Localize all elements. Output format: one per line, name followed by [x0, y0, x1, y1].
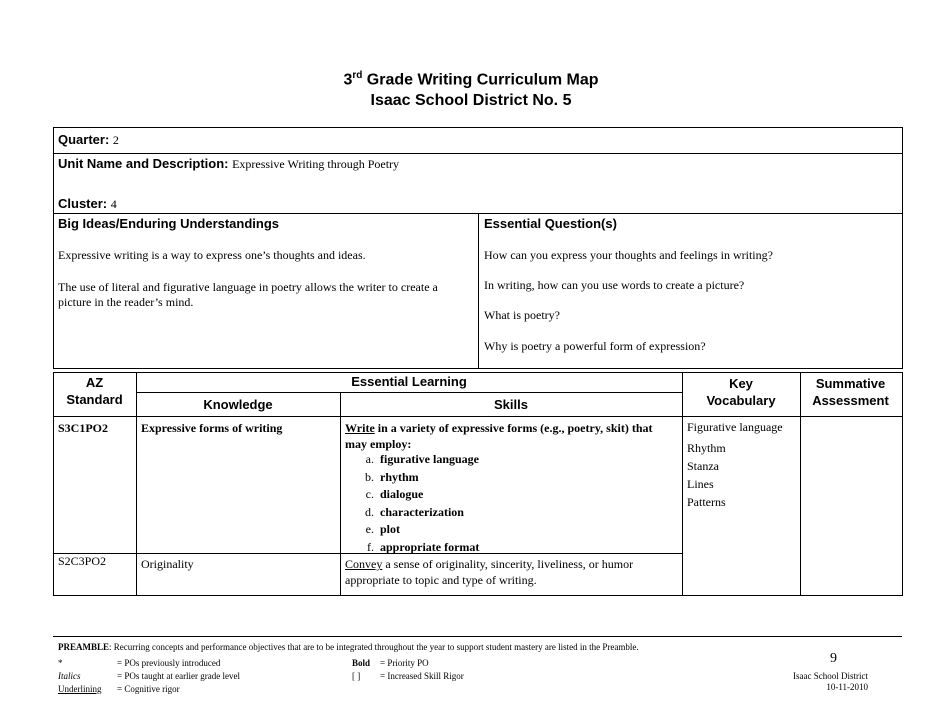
essential-learning-header: Essential Learning [351, 374, 467, 389]
legend-key: Italics [58, 671, 81, 681]
cluster-row: Cluster: 4 [58, 196, 117, 211]
legend-key: Bold [352, 658, 371, 668]
vocabulary-list [687, 420, 797, 511]
vocabulary-item: Stanza [687, 459, 719, 473]
list-item: f. appropriate format [367, 539, 480, 554]
essential-question-item: What is poetry? [484, 308, 560, 322]
legend-key: Underlining [58, 684, 102, 694]
standard-cell: S2C3PO2 [58, 554, 107, 568]
legend-desc: = Priority PO [380, 658, 429, 668]
vocabulary-item: Figurative language [687, 420, 783, 434]
preamble-note: PREAMBLE: Recurring concepts and performance objectives that are to be integrated throughout the year to support student mastery are listed in the Preamble. [58, 642, 639, 652]
district-subtitle: Isaac School District No. 5 [370, 92, 572, 109]
skills-list [352, 451, 479, 556]
knowledge-header: Knowledge [203, 397, 273, 412]
page-title: 3rd Grade Writing Curriculum Map [343, 70, 599, 89]
essential-question-item: How can you express your thoughts and feelings in writing? [484, 248, 773, 262]
skills-header: Skills [494, 397, 528, 412]
list-item: b. rhythm [365, 469, 419, 484]
big-ideas-heading: Big Ideas/Enduring Understandings [58, 216, 280, 231]
big-idea-item: Expressive writing is a way to express one’s thoughts and ideas. [58, 248, 366, 262]
knowledge-cell: Expressive forms of writing [141, 421, 283, 435]
list-item: e. plot [365, 522, 401, 536]
knowledge-cell: Originality [141, 557, 194, 571]
skills-cell: Write in a variety of expressive forms (e.g., poetry, skit) that may employ: [345, 421, 653, 451]
vocabulary-item: Rhythm [687, 441, 726, 455]
essential-questions-heading: Essential Question(s) [484, 216, 617, 231]
legend-desc: = Increased Skill Rigor [380, 671, 464, 681]
quarter-row: Quarter: 2 [58, 132, 119, 147]
date: 10-11-2010 [826, 682, 868, 692]
key-vocabulary-header: Key Vocabulary [706, 376, 776, 408]
summative-assessment-header: Summative Assessment [812, 376, 889, 408]
district-name: Isaac School District [793, 671, 868, 681]
legend-key: [ ] [352, 671, 361, 681]
unit-name-row: Unit Name and Description: Expressive Writing through Poetry [58, 156, 400, 171]
legend-desc: = POs previously introduced [117, 658, 221, 668]
legend-desc: = Cognitive rigor [117, 684, 180, 694]
essential-question-item: Why is poetry a powerful form of expression? [484, 339, 706, 353]
az-standard-header: AZ Standard [66, 375, 123, 407]
legend-key: * [58, 658, 63, 668]
list-item: c. dialogue [365, 487, 424, 501]
list-item: d. characterization [365, 504, 464, 519]
page-number: 9 [830, 651, 837, 666]
vocabulary-item: Patterns [687, 495, 726, 509]
vocabulary-item: Lines [687, 477, 714, 491]
legend-desc: = POs taught at earlier grade level [117, 671, 241, 681]
list-item: a. figurative language [365, 452, 479, 466]
standard-cell: S3C1PO2 [58, 421, 109, 435]
big-idea-item: The use of literal and figurative language in poetry allows the writer to create a picture in the reader’s mind. [58, 280, 438, 309]
essential-question-item: In writing, how can you use words to create a picture? [484, 278, 745, 292]
skills-cell: Convey a sense of originality, sincerity, liveliness, or humor appropriate to topic and type of writing. [345, 557, 634, 587]
